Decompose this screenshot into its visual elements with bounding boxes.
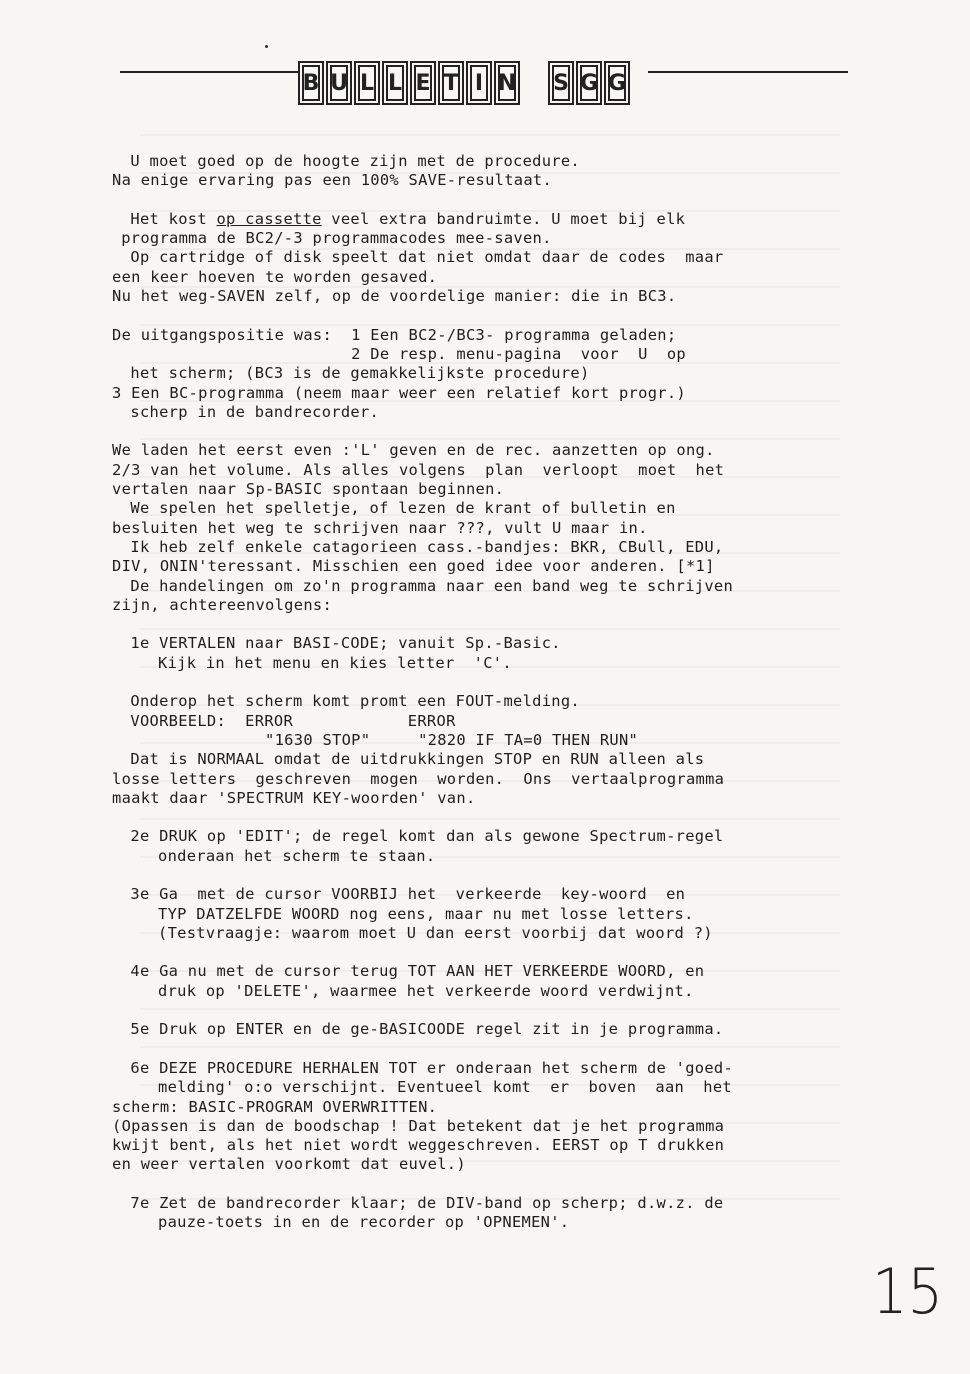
text-line: besluiten het weg te schrijven naar ???, vult U maar in. bbox=[112, 518, 648, 537]
text-line: Onderop het scherm komt promt een FOUT-melding. bbox=[130, 692, 580, 711]
text-line bbox=[112, 191, 872, 210]
text-line bbox=[112, 1040, 872, 1059]
masthead-letter: U bbox=[326, 61, 352, 105]
article-body bbox=[112, 152, 872, 1233]
text-line: Na enige ervaring pas een 100% SAVE-resultaat. bbox=[112, 171, 553, 190]
text-line: TYP DATZELFDE WOORD nog eens, maar nu met losse letters. bbox=[158, 904, 694, 923]
text-line: Dat is NORMAAL omdat de uitdrukkingen STOP en RUN alleen als bbox=[130, 750, 705, 769]
text-line bbox=[112, 422, 872, 441]
text-line: druk op 'DELETE', waarmee het verkeerde woord verdwijnt. bbox=[158, 981, 694, 1000]
text-line: (Opassen is dan de boodschap ! Dat betekent dat je het programma bbox=[112, 1116, 725, 1135]
masthead bbox=[298, 60, 630, 106]
text-line: De handelingen om zo'n programma naar een band weg te schrijven bbox=[130, 576, 734, 595]
text-line: De uitgangspositie was: 1 Een BC2-/BC3- programma geladen; bbox=[112, 325, 677, 344]
text-line: een keer hoeven te worden gesaved. bbox=[112, 267, 438, 286]
text-line bbox=[112, 866, 872, 885]
text-line bbox=[112, 306, 872, 325]
masthead-word-bulletin bbox=[298, 61, 520, 105]
text-line: Op cartridge of disk speelt dat niet omdat daar de codes maar bbox=[130, 248, 724, 267]
text-line: (Testvraagje: waarom moet U dan eerst voorbij dat woord ?) bbox=[158, 923, 713, 942]
text-line: programma de BC2/-3 programmacodes mee-saven. bbox=[121, 229, 552, 248]
text-line: We spelen het spelletje, of lezen de krant of bulletin en bbox=[130, 499, 676, 518]
underlined-phrase: op cassette bbox=[216, 209, 322, 228]
text-line: melding' o:o verschijnt. Eventueel komt er boven aan het bbox=[158, 1078, 732, 1097]
text-line: Ik heb zelf enkele catagorieen cass.-bandjes: BKR, CBull, EDU, bbox=[130, 537, 724, 556]
masthead-letter: G bbox=[576, 61, 602, 105]
text-line: 1e VERTALEN naar BASI-CODE; vanuit Sp.-Basic. bbox=[130, 634, 561, 653]
text-line: 6e DEZE PROCEDURE HERHALEN TOT er onderaan het scherm de 'goed- bbox=[130, 1058, 734, 1077]
text-line: 3e Ga met de cursor VOORBIJ het verkeerde key-woord en bbox=[130, 885, 686, 904]
header-rule-left bbox=[120, 71, 298, 73]
text-line: onderaan het scherm te staan. bbox=[158, 846, 436, 865]
text-line: 2/3 van het volume. Als alles volgens plan verloopt moet het bbox=[112, 460, 725, 479]
masthead-word-sgg bbox=[548, 61, 630, 105]
text-line: 2e DRUK op 'EDIT'; de regel komt dan als gewone Spectrum-regel bbox=[130, 827, 724, 846]
text-line: Kijk in het menu en kies letter 'C'. bbox=[158, 653, 512, 672]
masthead-letter: L bbox=[382, 61, 408, 105]
text-line: het scherm; (BC3 is de gemakkelijkste procedure) bbox=[130, 364, 590, 383]
text-line: "1630 STOP" "2820 IF TA=0 THEN RUN" bbox=[112, 730, 639, 749]
text-line bbox=[112, 808, 872, 827]
text-line: 2 De resp. menu-pagina voor U op bbox=[112, 344, 686, 363]
text-line: kwijt bent, als het niet wordt weggeschreven. EERST op T drukken bbox=[112, 1136, 725, 1155]
text-line: 7e Zet de bandrecorder klaar; de DIV-band op scherp; d.w.z. de bbox=[130, 1194, 724, 1213]
page-number: 15 bbox=[871, 1255, 943, 1328]
text-line: maakt daar 'SPECTRUM KEY-woorden' van. bbox=[112, 788, 476, 807]
text-line: Nu het weg-SAVEN zelf, op de voordelige manier: die in BC3. bbox=[112, 287, 677, 306]
text-line: U moet goed op de hoogte zijn met de procedure. bbox=[130, 152, 580, 170]
masthead-letter: E bbox=[410, 61, 436, 105]
text-line bbox=[112, 1175, 872, 1194]
text-line bbox=[112, 1001, 872, 1020]
text-line bbox=[112, 943, 872, 962]
text-line: We laden het eerst even :'L' geven en de rec. aanzetten op ong. bbox=[112, 441, 715, 460]
masthead-letter: I bbox=[466, 61, 492, 105]
text-line: zijn, achtereenvolgens: bbox=[112, 595, 333, 614]
text-line: Het kost op cassette veel extra bandruimte. U moet bij elk bbox=[130, 209, 686, 228]
text-line: pauze-toets in en de recorder op 'OPNEMEN'. bbox=[158, 1213, 570, 1232]
text-line: scherm: BASIC-PROGRAM OVERWRITTEN. bbox=[112, 1097, 438, 1116]
text-line: 3 Een BC-programma (neem maar weer een relatief kort progr.) bbox=[112, 383, 686, 402]
text-line: vertalen naar Sp-BASIC spontaan beginnen. bbox=[112, 480, 505, 499]
masthead-letter: S bbox=[548, 61, 574, 105]
masthead-letter: G bbox=[604, 61, 630, 105]
speck bbox=[265, 45, 268, 48]
text-line: 5e Druk op ENTER en de ge-BASICOODE regel zit in je programma. bbox=[130, 1020, 724, 1039]
masthead-letter: N bbox=[494, 61, 520, 105]
masthead-letter: B bbox=[298, 61, 324, 105]
text-line bbox=[112, 673, 872, 692]
text-line: DIV, ONIN'teressant. Misschien een goed idee voor anderen. [*1] bbox=[112, 557, 715, 576]
masthead-letter: T bbox=[438, 61, 464, 105]
text-line: en weer vertalen voorkomt dat euvel.) bbox=[112, 1155, 466, 1174]
header-rule-right bbox=[648, 71, 848, 73]
text-line bbox=[112, 615, 872, 634]
text-line: 4e Ga nu met de cursor terug TOT AAN HET VERKEERDE WOORD, en bbox=[130, 962, 705, 981]
masthead-letter: L bbox=[354, 61, 380, 105]
text-line: scherp in de bandrecorder. bbox=[130, 402, 380, 421]
text-line: VOORBEELD: ERROR ERROR bbox=[130, 711, 456, 730]
text-line: losse letters geschreven mogen worden. Ons vertaalprogramma bbox=[112, 769, 725, 788]
